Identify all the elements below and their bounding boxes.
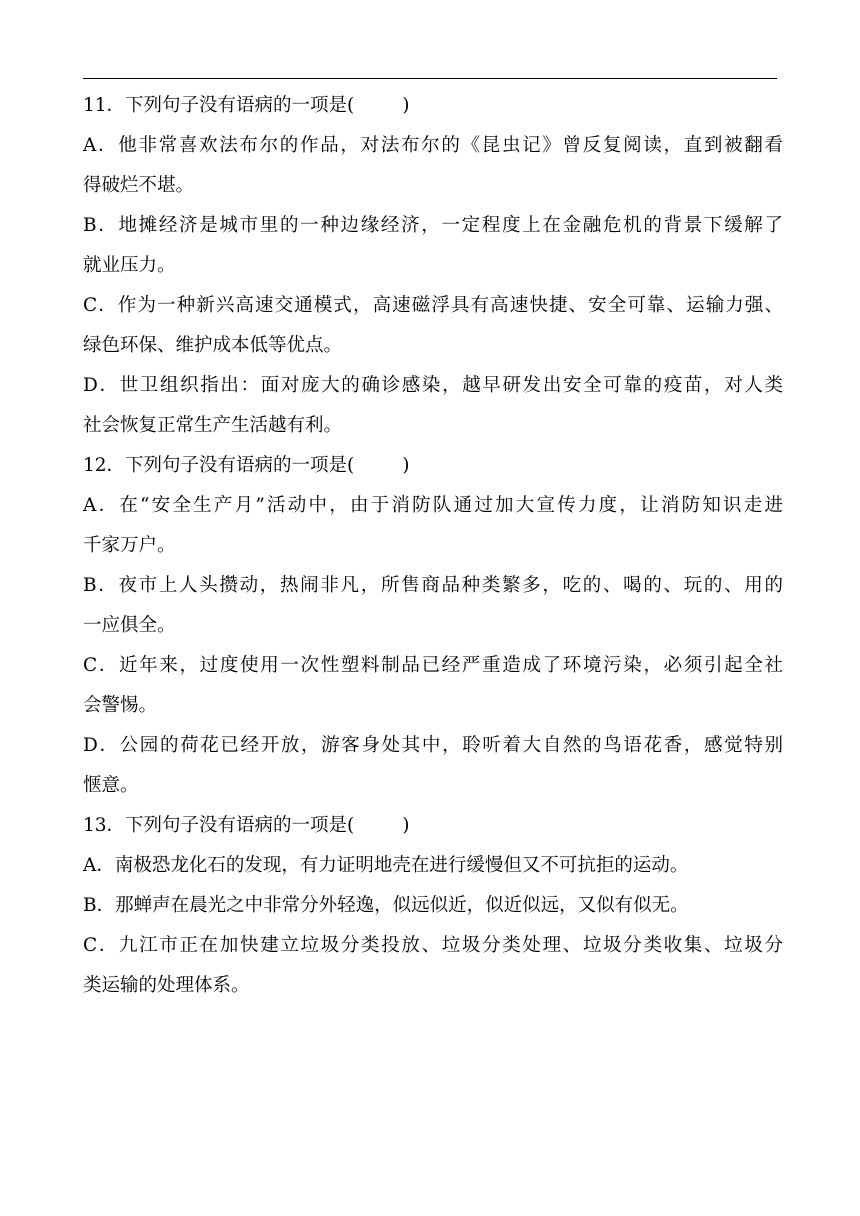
option-d-line-2: 惬意。 — [83, 775, 139, 796]
question-stem-text: 下列句子没有语病的一项是( — [125, 455, 355, 476]
option-a-line-1: A．他非常喜欢法布尔的作品，对法布尔的《昆虫记》曾反复阅读，直到被翻看 — [83, 135, 783, 156]
option-a-line-2: 千家万户。 — [83, 535, 176, 556]
question-13 — [83, 806, 783, 1006]
option-c-line-2: 类运输的处理体系。 — [83, 975, 250, 996]
question-stem — [83, 446, 783, 486]
header-rule — [83, 78, 777, 79]
question-number: 12． — [83, 455, 126, 476]
option-a-line-2: 得破烂不堪。 — [83, 175, 195, 196]
option-c-line-1: C．九江市正在加快建立垃圾分类投放、垃圾分类处理、垃圾分类收集、垃圾分 — [83, 935, 783, 956]
question-number: 13． — [83, 815, 126, 836]
question-list — [83, 86, 783, 1006]
question-number: 11． — [83, 95, 126, 116]
option-b-line-2: 就业压力。 — [83, 255, 176, 276]
option-c-line-2: 会警惕。 — [83, 695, 158, 716]
option-b-line-1: B．地摊经济是城市里的一种边缘经济，一定程度上在金融危机的背景下缓解了 — [83, 215, 783, 236]
option-a-line-1: A．南极恐龙化石的发现，有力证明地壳在进行缓慢但又不可抗拒的运动。 — [83, 855, 689, 876]
option-d-line-2: 社会恢复正常生产生活越有利。 — [83, 415, 343, 436]
question-stem-close: ) — [402, 815, 410, 836]
option-d-line-1: D．公园的荷花已经开放，游客身处其中，聆听着大自然的鸟语花香，感觉特别 — [83, 735, 783, 756]
question-stem-close: ) — [402, 95, 410, 116]
question-stem-text: 下列句子没有语病的一项是( — [125, 815, 355, 836]
option-b-line-1: B．那蝉声在晨光之中非常分外轻逸，似远似近，似近似远，又似有似无。 — [83, 895, 689, 916]
question-11 — [83, 86, 783, 446]
question-stem — [83, 806, 783, 846]
question-stem-close: ) — [402, 455, 410, 476]
option-c-line-2: 绿色环保、维护成本低等优点。 — [83, 335, 343, 356]
option-b-line-1: B．夜市上人头攒动，热闹非凡，所售商品种类繁多，吃的、喝的、玩的、用的 — [83, 575, 783, 596]
question-stem — [83, 86, 783, 126]
option-d-line-1: D．世卫组织指出：面对庞大的确诊感染，越早研发出安全可靠的疫苗，对人类 — [83, 375, 783, 396]
question-stem-text: 下列句子没有语病的一项是( — [125, 95, 355, 116]
question-12 — [83, 446, 783, 806]
option-c-line-1: C．作为一种新兴高速交通模式，高速磁浮具有高速快捷、安全可靠、运输力强、 — [83, 295, 783, 316]
option-b-line-2: 一应俱全。 — [83, 615, 176, 636]
option-a-line-1: A．在“安全生产月”活动中，由于消防队通过加大宣传力度，让消防知识走进 — [83, 495, 783, 516]
option-c-line-1: C．近年来，过度使用一次性塑料制品已经严重造成了环境污染，必须引起全社 — [83, 655, 783, 676]
